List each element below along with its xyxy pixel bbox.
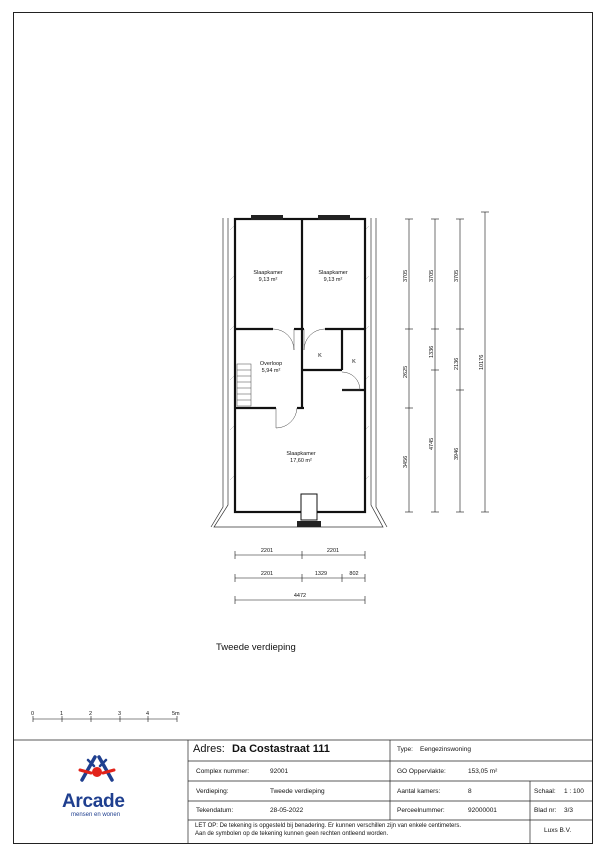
footer-brand: Luxs B.V. [544, 827, 572, 834]
tekendatum-value: 28-05-2022 [270, 807, 304, 814]
room-label: Slaapkamer [286, 451, 316, 457]
perceel-value: 92000001 [468, 807, 497, 814]
room-label: Overloop [259, 361, 283, 367]
dim-h: 2201 [260, 548, 274, 554]
doors [273, 329, 360, 428]
complex-label: Complex nummer: [196, 768, 250, 775]
dim-v: 3705 [403, 269, 409, 282]
address-value: Da Costastraat 111 [232, 743, 330, 755]
room-label: K [352, 359, 356, 365]
go-label: GO Oppervlakte: [397, 768, 446, 775]
verdieping-value: Tweede verdieping [270, 788, 325, 795]
address-label: Adres: [193, 743, 225, 755]
schaal-value: 1 : 100 [564, 788, 584, 795]
dim-v: 3705 [454, 269, 460, 282]
type-label: Type: [397, 746, 413, 753]
dim-h: 2201 [326, 548, 340, 554]
dormer [301, 494, 317, 520]
room-area: 9,13 m² [323, 277, 343, 283]
dim-v: 3705 [429, 269, 435, 282]
dim-v: 3456 [403, 455, 409, 468]
floor-label: Tweede verdieping [216, 642, 296, 653]
dim-h: 2201 [260, 571, 274, 577]
arcade-logo: Arcade [62, 791, 125, 812]
scale-tick: 3 [118, 711, 122, 717]
room-label: Slaapkamer [253, 270, 283, 276]
schaal-label: Schaal: [534, 788, 556, 795]
scale-tick: 1 [60, 711, 64, 717]
tekendatum-label: Tekendatum: [196, 807, 234, 814]
room-label: K [318, 353, 322, 359]
scale-bar [33, 716, 177, 722]
blad-label: Blad nr: [534, 807, 557, 814]
complex-value: 92001 [270, 768, 289, 775]
room-area: 9,13 m² [258, 277, 278, 283]
dim-v: 4745 [429, 437, 435, 450]
room-area: 5,94 m² [261, 368, 281, 374]
vertical-dimensions [405, 212, 489, 512]
blad-value: 3/3 [564, 807, 574, 814]
roof-hatch [230, 226, 369, 480]
type-value: Eengezinswoning [420, 746, 471, 753]
dim-v: 10176 [479, 354, 485, 370]
scale-tick: 0 [31, 711, 35, 717]
scale-tick: 5m [172, 711, 180, 717]
arcade-logo-mark [80, 757, 114, 780]
go-value: 153,05 m² [468, 768, 498, 775]
dim-h: 802 [349, 571, 359, 577]
dim-v: 1336 [429, 345, 435, 358]
disclaimer-line-2: Aan de symbolen op de tekening kunnen geen rechten ontleend worden. [195, 831, 389, 837]
room-area: 17,60 m² [290, 458, 312, 464]
kamers-value: 8 [468, 788, 472, 795]
scale-tick: 4 [146, 711, 150, 717]
logo-tagline: mensen en wonen [71, 812, 121, 818]
disclaimer-line-1: LET OP: De tekening is opgesteld bij benadering. Er kunnen verschillen zijn van enkele centimeters. [195, 823, 462, 829]
dim-h: 1329 [314, 571, 328, 577]
kamers-label: Aantal kamers: [397, 788, 441, 795]
roof-outline [211, 218, 387, 527]
perceel-label: Perceelnummer: [397, 807, 445, 814]
stair [237, 364, 251, 406]
dim-h: 4472 [293, 593, 307, 599]
room-label: Slaapkamer [318, 270, 348, 276]
dim-v: 2136 [454, 357, 460, 370]
scale-tick: 2 [89, 711, 93, 717]
dim-v: 2625 [403, 365, 409, 378]
dim-v: 3946 [454, 447, 460, 460]
verdieping-label: Verdieping: [196, 788, 229, 795]
walls [235, 219, 365, 512]
